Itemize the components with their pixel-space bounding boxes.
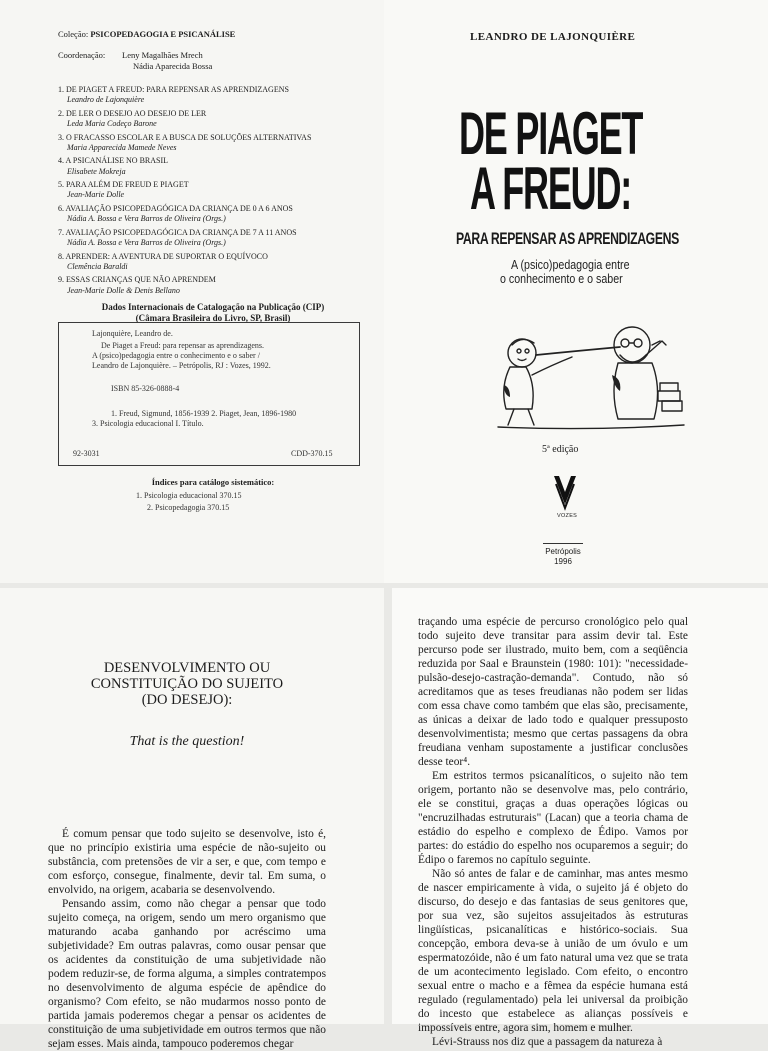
series-item: 1. DE PIAGET A FREUD: PARA REPENSAR AS APRENDIZAGENS Leandro de Lajonquière	[58, 85, 289, 105]
series-item: 5. PARA ALÉM DE FREUD E PIAGET Jean-Marie Dolle	[58, 180, 189, 200]
cip-subtitle: A (psico)pedagogia entre o conhecimento e o saber /	[92, 351, 260, 360]
publisher-logo-text: VOZES	[557, 513, 578, 519]
paragraph: É comum pensar que todo sujeito se desenvolve, isto é, que no princípio existiria uma espécie de não-sujeito ou substância, com pretensões de vir a ser, e que, com tempo e com esforço, consegue, finalmente, devir tal. Em suma, o envolvido, na origem, acabaria se desenvolvendo.	[48, 828, 326, 896]
series-item: 9. ESSAS CRIANÇAS QUE NÃO APRENDEM Jean-Marie Dolle & Denis Bellano	[58, 275, 216, 295]
collection-label: Coleção:	[58, 29, 89, 39]
chapter-title-line-3: (DO DESEJO):	[141, 692, 233, 708]
book-subtitle: PARA REPENSAR AS APRENDIZAGENS	[456, 229, 679, 248]
coordinator-2: Nádia Aparecida Bossa	[133, 61, 213, 71]
chapter-subtitle: That is the question!	[129, 734, 245, 749]
cip-isbn: ISBN 85-326-0888-4	[111, 384, 180, 393]
collection-name: PSICOPEDAGOGIA E PSICANÁLISE	[90, 29, 236, 39]
publication-city: Petrópolis	[545, 547, 581, 556]
paragraph: Em estritos termos psicanalíticos, o sujeito não tem origem, portanto não se desenvolve mas, pelo contrário, ele se constitui, graças a duas operações lógicas ou "encruzilhadas estruturais" (Lacan) que a teoria chama de estádio do espelho e complexo de Édipo. Vamos por partes: do estádio do espelho nos ocuparemos a seguir; do Édipo o faremos no capítulo seguinte.	[418, 770, 688, 866]
chapter-title-line-1: DESENVOLVIMENTO OU	[103, 660, 271, 676]
divider	[543, 543, 583, 544]
chapter-title-line-2: CONSTITUIÇÃO DO SUJEITO	[90, 676, 284, 692]
index-item: 2. Psicopedagogia 370.15	[147, 503, 230, 512]
cip-cdd: CDD-370.15	[291, 449, 333, 458]
book-subtitle-2-line-1: A (psico)pedagogia entre	[511, 257, 630, 272]
cip-record-box	[58, 322, 360, 466]
cip-heading	[58, 302, 368, 324]
publication-year: 1996	[554, 557, 572, 566]
chapter-title	[48, 660, 326, 708]
coordinator-1: Leny Magalhães Mrech	[122, 50, 203, 60]
book-author: LEANDRO DE LAJONQUIÈRE	[470, 31, 636, 43]
paragraph: traçando uma espécie de percurso cronológico pelo qual todo sujeito deve transitar para assim devir tal. Este percurso pode ser ilustrado, muito bem, com a seqüência reduzida por Saal e Braunstein (1980: 101): "necessidade-pulsão-desejo-castração-demanda". Contudo, não só acreditamos que as teses freudianas não podem ser lidas com essa chave como também que elas são, precisamente, as únicas a deixar de lado todo e qualquer pressuposto desenvolvimentista; mesmo que certas passagens da obra freudiana venham supostamente a justificar conclusões desse teor⁴.	[418, 616, 688, 768]
page-body	[418, 615, 688, 1049]
paragraph: Não só antes de falar e de caminhar, mas antes mesmo de nascer empiricamente à vida, o sujeito já é objeto do discurso, do desejo e das fantasias de seus genitores que, por sua vez, são sujeitos assujeitados às estruturas lingüísticas, psicanalíticas e histórico-sociais. Sua concepção, embora deva-se à união de um óvulo e um espermatozóide, não é um fato natural uma vez que se trata de um acontecimento legislado. Com efeito, o encontro sexual entre o macho e a fêmea da espécie humana está regulado (regulamentado) pela lei universal da proibição do incesto que estabelece as alianças possíveis e impossíveis entre, agora sim, homem e mulher.	[418, 868, 688, 1034]
vozes-logo-icon	[552, 474, 578, 512]
cip-title: De Piaget a Freud: para repensar as aprendizagens.	[101, 341, 265, 350]
series-item: 4. A PSICANÁLISE NO BRASIL Elisabete Mokreja	[58, 156, 169, 176]
index-heading: Índices para catálogo sistemático:	[151, 477, 275, 487]
cip-imprint: Leandro de Lajonquière. – Petrópolis, RJ : Vozes, 1992.	[92, 361, 271, 370]
paragraph: Pensando assim, como não chegar a pensar que todo sujeito começa, na origem, sendo um mero organismo que maturando acaba ganhando por acréscimo uma subjetividade? Em outras palavras, como ousar pensar que os acidentes da constituição de uma subjetividade não podem reduzir-se, de forma alguma, a simples contratempos no desenvolvimento de alguma espécie de apêndice do organismo? Com efeito, se não mudarmos nosso ponto de partida jamais poderemos chegar a pensar os acidentes de constituição de uma subjetividade em outros termos que não sejam esses. Mais ainda, tampouco poderemos chegar	[48, 898, 326, 1050]
cip-author: Lajonquière, Leandro de.	[92, 329, 173, 338]
index-item: 1. Psicologia educacional 370.15	[136, 491, 242, 500]
paragraph: Lévi-Strauss nos diz que a passagem da natureza à	[432, 1036, 663, 1048]
chapter-body	[48, 827, 326, 1051]
cip-heading-line-1: Dados Internacionais de Catalogação na Publicação (CIP)	[101, 302, 325, 312]
edition: 5ª edição	[542, 444, 579, 455]
series-item: 8. APRENDER: A AVENTURA DE SUPORTAR O EQUÍVOCO Clemência Baraldi	[58, 251, 268, 271]
cover-illustration	[492, 315, 690, 433]
imprint	[543, 547, 583, 567]
cip-subjects-1: 1. Freud, Sigmund, 1856-1939 2. Piaget, Jean, 1896-1980	[111, 409, 297, 418]
series-item: 3. O FRACASSO ESCOLAR E A BUSCA DE SOLUÇÕES ALTERNATIVAS Maria Apparecida Mamede Neves	[58, 132, 312, 152]
series-item: 7. AVALIAÇÃO PSICOPEDAGÓGICA DA CRIANÇA DE 7 A 11 ANOS Nádia A. Bossa e Vera Barros de Oliveira (Orgs.)	[58, 227, 297, 247]
book-subtitle-2-line-2: o conhecimento e o saber	[500, 271, 623, 286]
book-title-line-1: DE PIAGET	[459, 100, 643, 167]
cip-subjects-2: 3. Psicologia educacional I. Título.	[92, 419, 204, 428]
series-item: 6. AVALIAÇÃO PSICOPEDAGÓGICA DA CRIANÇA DE 0 A 6 ANOS Nádia A. Bossa e Vera Barros de Oliveira (Orgs.)	[58, 203, 293, 224]
series-list	[58, 85, 378, 299]
book-title-line-2: A FREUD:	[470, 155, 632, 222]
cip-heading-line-2: (Câmara Brasileira do Livro, SP, Brasil)	[135, 313, 291, 323]
collection-line	[58, 29, 235, 40]
coordination-label: Coordenação:	[58, 50, 106, 60]
cip-code: 92-3031	[73, 449, 100, 458]
series-item: 2. DE LER O DESEJO AO DESEJO DE LER Leda Maria Codeço Barone	[58, 108, 207, 128]
